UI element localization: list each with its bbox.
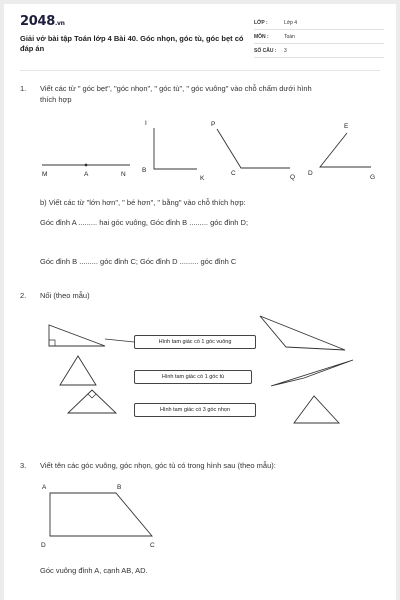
point-label-a: A — [42, 484, 47, 491]
document-page — [4, 4, 396, 600]
question-1b-line1: Góc đỉnh A ......... hai góc vuông, Góc đỉnh B ......... góc đỉnh D; — [40, 218, 249, 227]
logo-text: 2048 — [20, 14, 55, 29]
question-3-example: Góc vuông đỉnh A, cạnh AB, AD. — [40, 566, 148, 575]
match-box-1[interactable]: Hình tam giác có 1 góc vuông — [134, 335, 256, 349]
point-label-p: P — [211, 121, 216, 128]
question-2-number: 2. — [20, 291, 27, 300]
point-label-a: A — [84, 171, 89, 178]
document-title: Giải vở bài tập Toán lớp 4 Bài 40. Góc nhọn, góc tù, góc bẹt có đáp án — [20, 34, 244, 53]
meta-value: 3 — [284, 48, 287, 54]
point-label-i: I — [145, 120, 147, 127]
point-label-c: C — [150, 542, 155, 549]
match-box-3[interactable]: Hình tam giác có 3 góc nhọn — [134, 403, 256, 417]
question-1-text-line1: Viết các từ " góc bẹt", "góc nhọn", " góc tù", " góc vuông" vào chỗ chấm dưới hình — [40, 84, 312, 93]
point-label-d: D — [308, 170, 313, 177]
question-1-text-line2: thích hợp — [40, 95, 72, 104]
point-label-b: B — [142, 167, 147, 174]
point-label-g: G — [370, 174, 376, 181]
point-label-b: B — [117, 484, 122, 491]
question-3-text: Viết tên các góc vuông, góc nhọn, góc tù có trong hình sau (theo mẫu): — [40, 461, 276, 470]
question-1b-line2: Góc đỉnh B ......... góc đỉnh C; Góc đỉnh D ......... góc đỉnh C — [40, 257, 237, 266]
point-label-k: K — [200, 175, 205, 182]
question-1-number: 1. — [20, 84, 27, 93]
meta-label: SỐ CÂU : — [254, 48, 277, 54]
point-label-m: M — [42, 171, 48, 178]
point-label-n: N — [121, 171, 126, 178]
question-3-figure — [4, 4, 396, 600]
meta-value: Toán — [284, 34, 295, 40]
point-label-c: C — [231, 170, 236, 177]
question-2-text: Nối (theo mẫu) — [40, 291, 90, 300]
meta-label: LỚP : — [254, 20, 268, 26]
meta-label: MÔN : — [254, 34, 269, 40]
match-box-2[interactable]: Hình tam giác có 1 góc tù — [134, 370, 252, 384]
trapezoid-abcd — [50, 493, 152, 536]
point-label-d: D — [41, 542, 46, 549]
logo-suffix: .vn — [54, 20, 65, 27]
meta-value: Lớp 4 — [284, 20, 298, 26]
question-3-number: 3. — [20, 461, 27, 470]
question-1b-text: b) Viết các từ "lớn hơn", " bé hơn", " bằng" vào chỗ thích hợp: — [40, 198, 246, 207]
point-label-q: Q — [290, 174, 296, 181]
point-label-e: E — [344, 123, 349, 130]
